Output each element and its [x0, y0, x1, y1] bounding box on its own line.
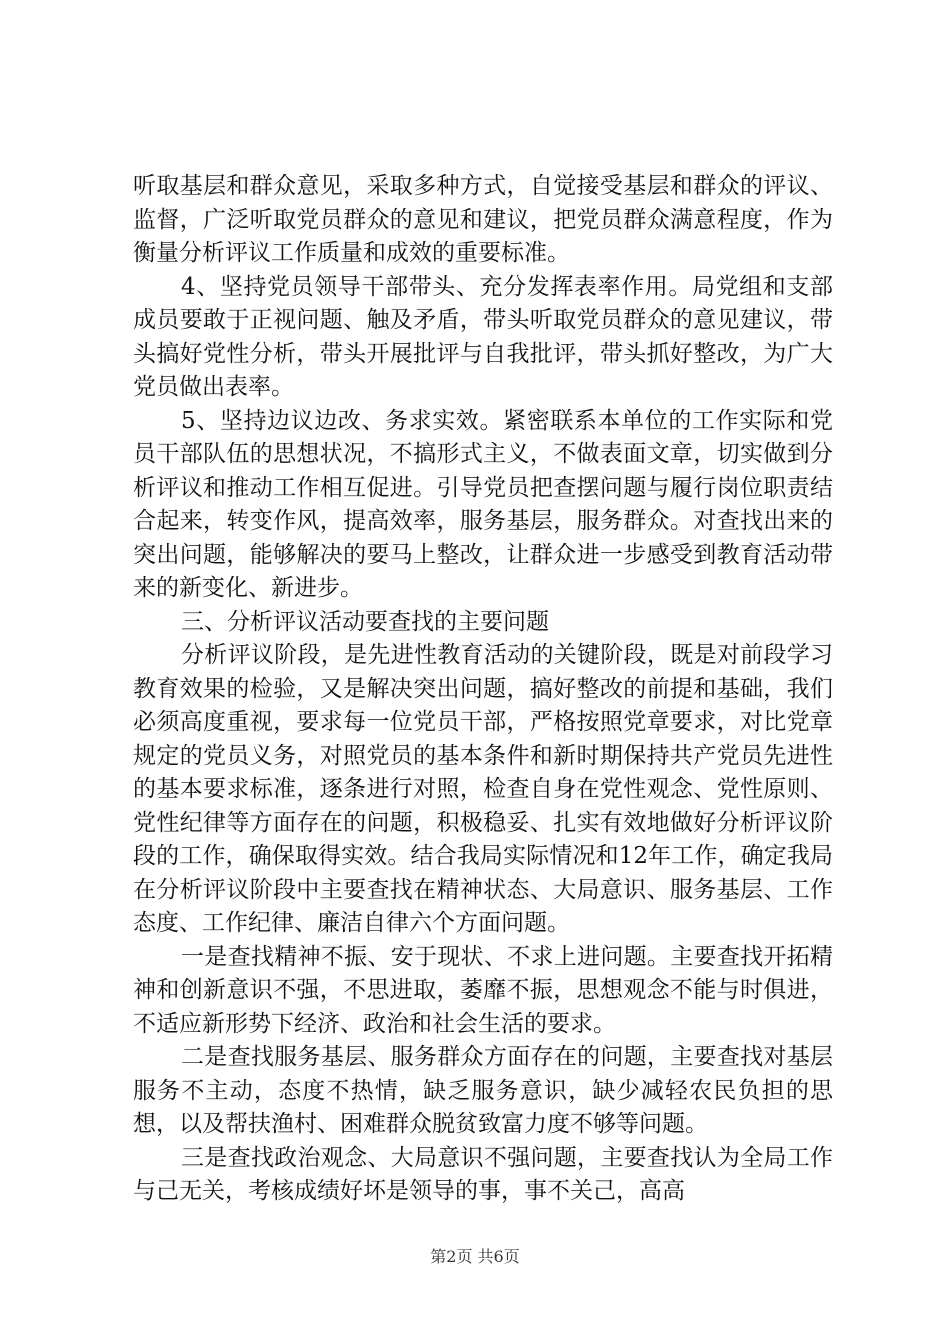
section-heading: 三、分析评议活动要查找的主要问题 — [181, 608, 549, 635]
page-footer: 第2页 共6页 — [430, 1247, 520, 1266]
paragraph-7: 三是查找政治观念、大局意识不强问题，主要查找认为全局工作与己无关，考核成绩好坏是领导的事，事不关己，高高 — [133, 1144, 833, 1204]
paragraph-5: 一是查找精神不振、安于现状、不求上进问题。主要查找开拓精神和创新意识不强，不思进取，萎靡不振，思想观念不能与时俱进，不适应新形势下经济、政治和社会生活的要求。 — [133, 943, 833, 1037]
paragraph-3: 5、坚持边议边改、务求实效。紧密联系本单位的工作实际和党员干部队伍的思想状况，不搞形式主义，不做表面文章，切实做到分析评议和推动工作相互促进。引导党员把查摆问题与履行岗位职责结合起来，转变作风，提高效率，服务基层，服务群众。对查找出来的突出问题，能够解决的要马上整改，让群众进一步感受到教育活动带来的新变化、新进步。 — [133, 407, 833, 601]
document-body — [133, 170, 833, 1209]
paragraph-2: 4、坚持党员领导干部带头、充分发挥表率作用。局党组和支部成员要敢于正视问题、触及矛盾，带头听取党员群众的意见建议，带头搞好党性分析，带头开展批评与自我批评，带头抓好整改，为广大党员做出表率。 — [133, 273, 833, 400]
paragraph-1: 听取基层和群众意见，采取多种方式，自觉接受基层和群众的评议、监督，广泛听取党员群众的意见和建议，把党员群众满意程度，作为衡量分析评议工作质量和成效的重要标准。 — [133, 173, 833, 266]
paragraph-4: 分析评议阶段，是先进性教育活动的关键阶段，既是对前段学习教育效果的检验，又是解决突出问题，搞好整改的前提和基础，我们必须高度重视，要求每一位党员干部，严格按照党章要求，对比党章规定的党员义务，对照党员的基本条件和新时期保持共产党员先进性的基本要求标准，逐条进行对照，检查自身在党性观念、党性原则、党性纪律等方面存在的问题，积极稳妥、扎实有效地做好分析评议阶段的工作，确保取得实效。结合我局实际情况和12年工作，确定我局在分析评议阶段中主要查找在精神状态、大局意识、服务基层、工作态度、工作纪律、廉洁自律六个方面问题。 — [133, 642, 833, 936]
paragraph-6: 二是查找服务基层、服务群众方面存在的问题，主要查找对基层服务不主动，态度不热情，缺乏服务意识，缺少减轻农民负担的思想，以及帮扶渔村、困难群众脱贫致富力度不够等问题。 — [133, 1044, 833, 1137]
